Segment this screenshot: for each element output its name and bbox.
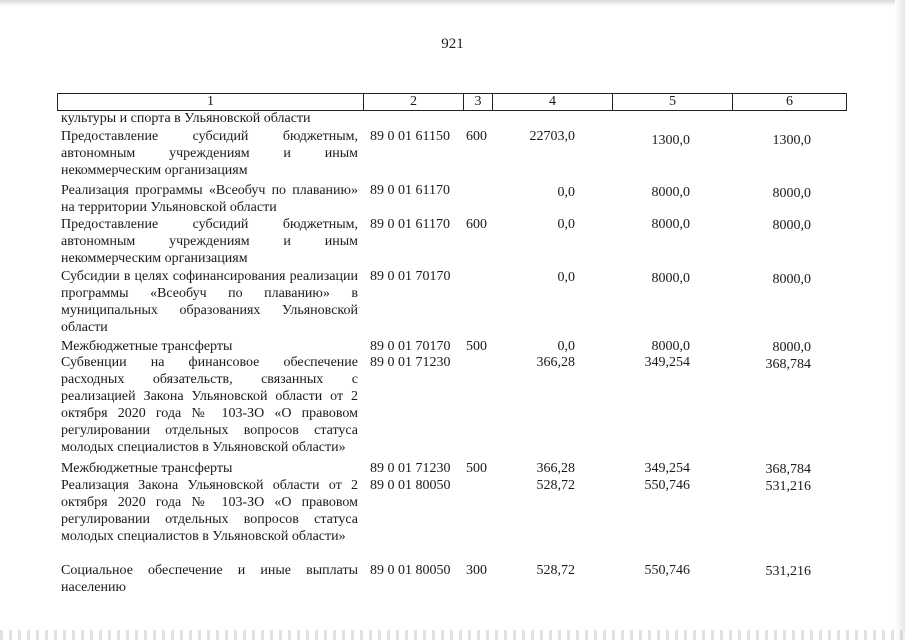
row-value-col4: 366,28 [536, 355, 575, 370]
row-value-col4: 0,0 [557, 185, 575, 200]
row-description: Реализация программы «Всеобуч по плаванию» на территории Ульяновской области [61, 183, 358, 215]
row-value-col5: 8000,0 [651, 217, 690, 232]
row-description: Межбюджетные трансферты [61, 461, 233, 476]
row-value-col4: 528,72 [536, 563, 575, 578]
row-description: Предоставление субсидий бюджетным, автономным учреждениям и иным некоммерческим организациям [61, 129, 358, 178]
row-value-col5: 8000,0 [651, 185, 690, 200]
scan-edge-top [0, 0, 905, 6]
row-description: Межбюджетные трансферты [61, 339, 233, 354]
row-value-col6: 8000,0 [772, 218, 811, 233]
row-description: Субвенции на финансовое обеспечение расходных обязательств, связанных с реализацией Закона Ульяновской области от 2 октября 2020 года № 103-ЗО «О правовом регулировании отдельных вопросов статуса молодых специалистов в Ульяновской области» [61, 355, 358, 455]
row-value-col6: 531,216 [765, 564, 811, 579]
row-target-code: 89 0 01 70170 [370, 339, 451, 354]
row-expense-type: 500 [466, 461, 487, 476]
row-value-col4: 366,28 [536, 461, 575, 476]
row-expense-type: 600 [466, 217, 487, 232]
row-value-col5: 349,254 [644, 461, 690, 476]
row-value-col6: 531,216 [765, 479, 811, 494]
row-value-col6: 1300,0 [772, 133, 811, 148]
row-value-col4: 0,0 [557, 270, 575, 285]
row-value-col6: 8000,0 [772, 340, 811, 355]
row-target-code: 89 0 01 71230 [370, 461, 451, 476]
scan-edge-bottom [0, 630, 905, 640]
header-col-5: 5 [613, 94, 733, 110]
row-value-col6: 368,784 [765, 462, 811, 477]
row-value-col6: 8000,0 [772, 186, 811, 201]
row-description: Реализация Закона Ульяновской области от 2 октября 2020 года № 103-ЗО «О правовом регулировании отдельных вопросов статуса молодых специалистов в Ульяновской области» [61, 478, 358, 544]
row-value-col5: 8000,0 [651, 339, 690, 354]
row-expense-type: 600 [466, 129, 487, 144]
row-value-col4: 0,0 [557, 339, 575, 354]
row-value-col5: 1300,0 [651, 133, 690, 148]
row-value-col5: 550,746 [644, 563, 690, 578]
row-target-code: 89 0 01 80050 [370, 563, 451, 578]
header-col-6: 6 [786, 94, 793, 109]
row-target-code: 89 0 01 80050 [370, 478, 451, 493]
header-col-3: 3 [464, 94, 493, 110]
row-description: Субсидии в целях софинансирования реализации программы «Всеобуч по плаванию» в муниципальных образованиях Ульяновской области [61, 269, 358, 335]
row-target-code: 89 0 01 61170 [370, 217, 450, 232]
header-col-1: 1 [58, 94, 364, 110]
row-expense-type: 300 [466, 563, 487, 578]
header-col-4: 4 [493, 94, 613, 110]
header-col-2: 2 [364, 94, 464, 110]
row-value-col6: 8000,0 [772, 272, 811, 287]
scan-edge-right [895, 0, 905, 640]
row-target-code: 89 0 01 61150 [370, 129, 450, 144]
row-target-code: 89 0 01 71230 [370, 355, 451, 370]
table-header [57, 93, 847, 111]
row-description: Социальное обеспечение и иные выплаты населению [61, 563, 358, 595]
row-value-col4: 528,72 [536, 478, 575, 493]
page-number: 921 [441, 36, 464, 52]
row-value-col5: 550,746 [644, 478, 690, 493]
row-value-col5: 8000,0 [651, 271, 690, 286]
row-value-col4: 0,0 [557, 217, 575, 232]
row-value-col6: 368,784 [765, 357, 811, 372]
row-target-code: 89 0 01 70170 [370, 269, 451, 284]
row-value-col5: 349,254 [644, 355, 690, 370]
row-target-code: 89 0 01 61170 [370, 183, 450, 198]
row-value-col4: 22703,0 [529, 129, 575, 144]
row-expense-type: 500 [466, 339, 487, 354]
row-description: культуры и спорта в Ульяновской области [61, 111, 311, 126]
row-description: Предоставление субсидий бюджетным, автономным учреждениям и иным некоммерческим организациям [61, 217, 358, 266]
